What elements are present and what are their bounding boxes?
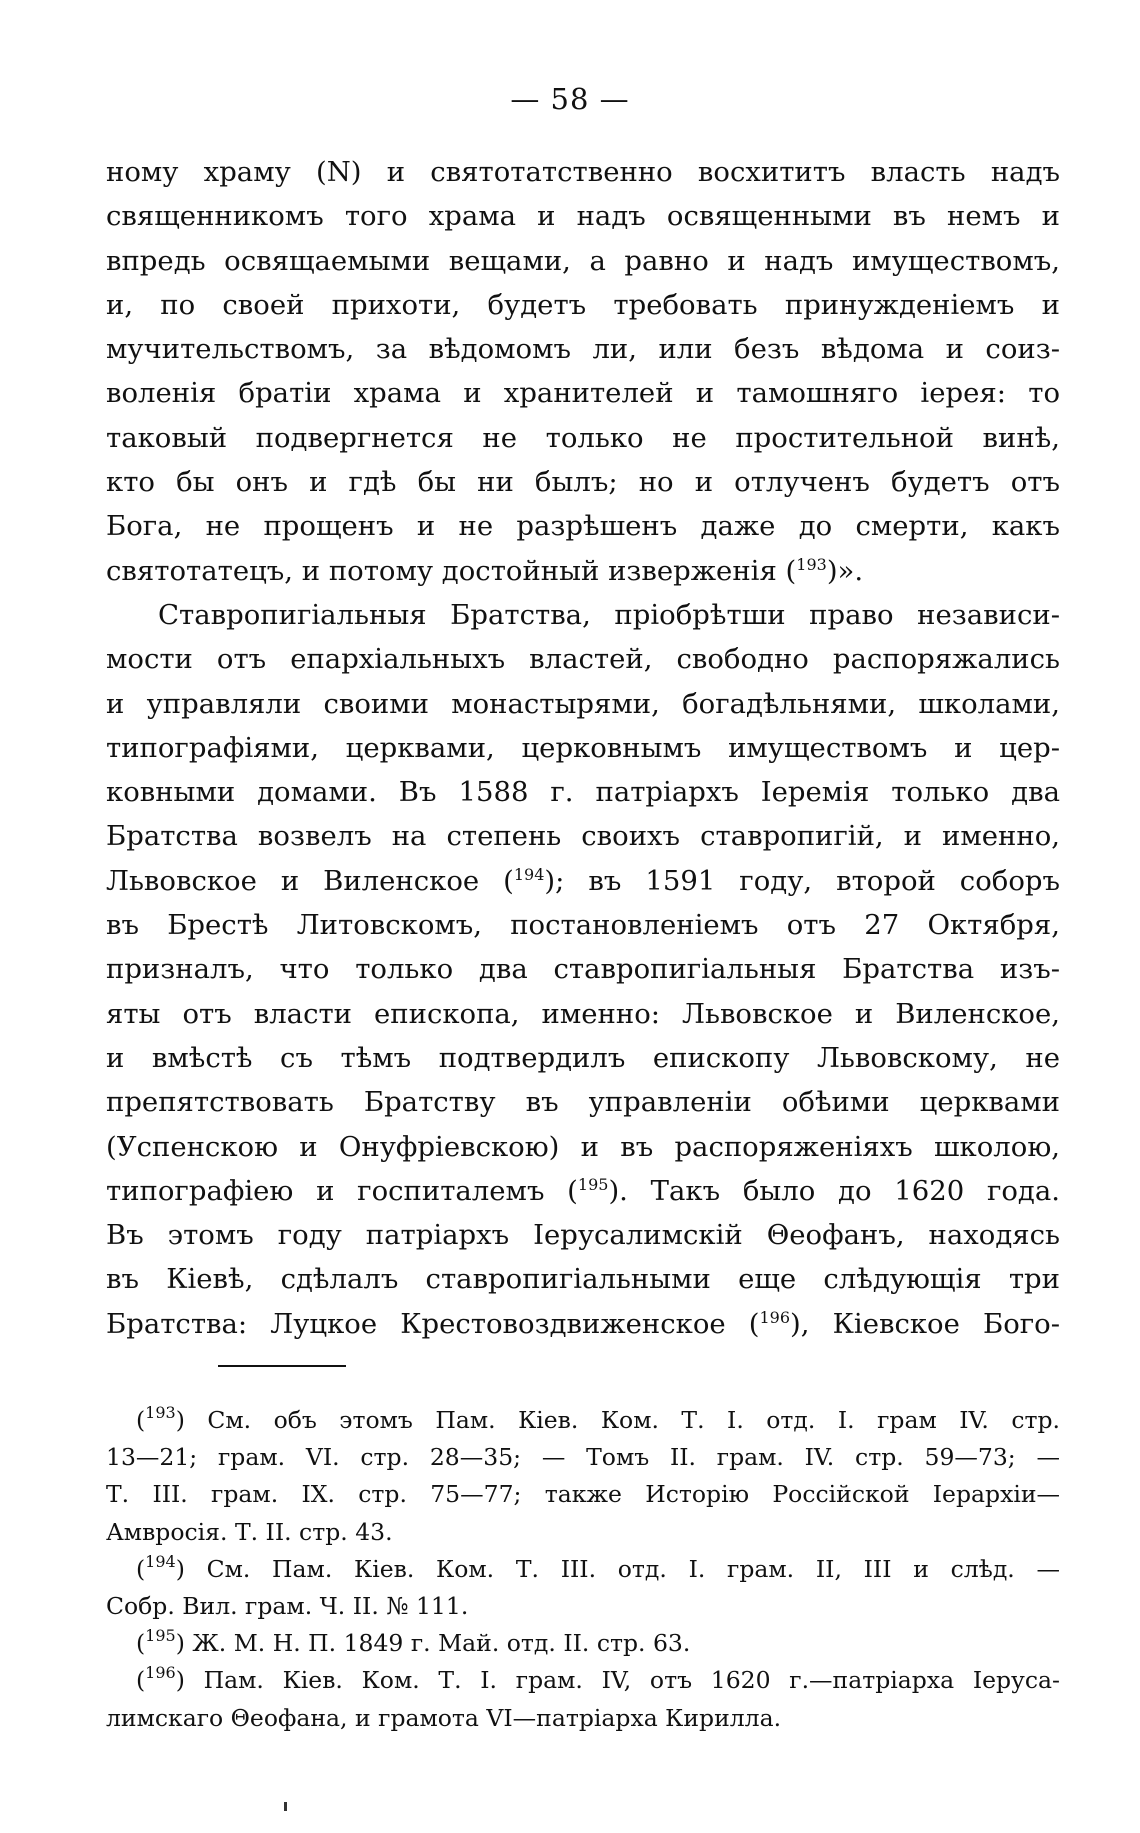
text-line: Бога, не прощенъ и не разрѣшенъ даже до смерти, какъ [106, 510, 1060, 543]
footnote-ref: 194 [513, 864, 545, 884]
text-line: яты отъ власти епископа, именно: Львовское и Виленское, [106, 997, 1060, 1030]
footnote-ref: 196 [759, 1307, 791, 1327]
text-line: въ Брестѣ Литовскомъ, постановленіемъ отъ 27 Октября, [106, 909, 1060, 942]
footnote-193: ($^{193}$) См. объ этомъ Пам. Кіев. Ком. Т. I. отд. I. грам IV. стр. [136, 1403, 1060, 1434]
footnote-ref: 195 [577, 1174, 609, 1194]
text-line: ковными домами. Въ 1588 г. патріархъ Іеремія только два [106, 776, 1060, 809]
footnote-194: ($^{194}$) См. Пам. Кіев. Ком. Т. III. отд. I. грам. II, III и слѣд. — [136, 1551, 1060, 1583]
footnote-number: 196 [145, 1663, 176, 1683]
text-line: впредь освящаемыми вещами, а равно и надъ имуществомъ, [106, 244, 1060, 277]
text-line: священникомъ того храма и надъ освященными въ немъ и [106, 200, 1060, 233]
text-line: и вмѣстѣ съ тѣмъ подтвердилъ епископу Львовскому, не [106, 1041, 1060, 1074]
footnote-line: Собр. Вил. грам. Ч. II. № 111. [106, 1591, 469, 1620]
footnote-divider [218, 1365, 346, 1367]
text-line: кто бы онъ и гдѣ бы ни былъ; но и отлученъ будетъ отъ [106, 466, 1060, 499]
text-line: типографіею и госпиталемъ ($^{195}$). Такъ было до 1620 года. [106, 1174, 1060, 1207]
footnotes [106, 1402, 1060, 1737]
footnote-line: 13—21; грам. VI. стр. 28—35; — Томъ II. грам. IV. стр. 59—73; — [106, 1443, 1060, 1472]
text-line: и управляли своими монастырями, богадѣльнями, школами, [106, 687, 1060, 720]
print-speck [284, 1802, 287, 1811]
footnote-196: ($^{196}$) Пам. Кіев. Ком. Т. I. грам. IV, отъ 1620 г.—патріарха Іеруса- [136, 1663, 1060, 1695]
text-line: препятствовать Братству въ управленіи обѣими церквами [106, 1086, 1060, 1119]
text-line: мучительствомъ, за вѣдомомъ ли, или безъ вѣдома и соиз- [106, 333, 1060, 366]
page-number: — 58 — [510, 82, 630, 116]
text-line: святотатецъ, и потому достойный изверженія ($^{193}$)». [106, 554, 864, 587]
footnote-line: Т. III. грам. IX. стр. 75—77; также Исторію Россійской Іерархіи— [106, 1480, 1060, 1509]
text-line: (Успенскою и Онуфріевскою) и въ распоряженіяхъ школою, [106, 1130, 1060, 1163]
footnote-number: 195 [145, 1626, 176, 1646]
text-line: ному храму (N) и святотатственно восхититъ власть надъ [106, 156, 1060, 188]
footnote-number: 193 [145, 1403, 176, 1422]
text-line: призналъ, что только два ставропигіальныя Братства изъ- [106, 953, 1060, 986]
footnote-number: 194 [145, 1551, 176, 1571]
text-line: и, по своей прихоти, будетъ требовать принужденіемъ и [106, 288, 1060, 321]
text-line: Братства: Луцкое Крестовоздвиженское ($^{196}$), Кіевское Бого- [106, 1307, 1061, 1340]
main-text [106, 150, 1060, 1346]
text-line: воленія братіи храма и хранителей и тамошняго іерея: то [106, 377, 1060, 410]
text-line: таковый подвергнется не только не простительной винѣ, [106, 421, 1060, 454]
footnote-ref: 193 [796, 554, 827, 574]
footnote-line: лимскаго Θеофана, и грамота VI—патріарха Кирилла. [106, 1703, 782, 1732]
text-line: Братства возвелъ на степень своихъ ставропигій, и именно, [106, 820, 1060, 853]
text-line: Львовское и Виленское ($^{194}$); въ 1591 году, второй соборъ [106, 864, 1060, 897]
text-line: типографіями, церквами, церковнымъ имуществомъ и цер- [106, 731, 1060, 764]
text-line: мости отъ епархіальныхъ властей, свободно распоряжались [106, 643, 1060, 676]
footnote-line: Амвросія. Т. II. стр. 43. [106, 1517, 393, 1546]
footnote-195: ($^{195}$) Ж. М. Н. П. 1849 г. Май. отд. II. стр. 63. [136, 1626, 691, 1658]
paragraph-start: Ставропигіальныя Братства, пріобрѣтши право независи- [158, 598, 1060, 631]
text-line: Въ этомъ году патріархъ Іерусалимскій Θеофанъ, находясь [106, 1219, 1060, 1252]
text-line: въ Кіевѣ, сдѣлалъ ставропигіальными еще слѣдующія три [106, 1263, 1060, 1296]
